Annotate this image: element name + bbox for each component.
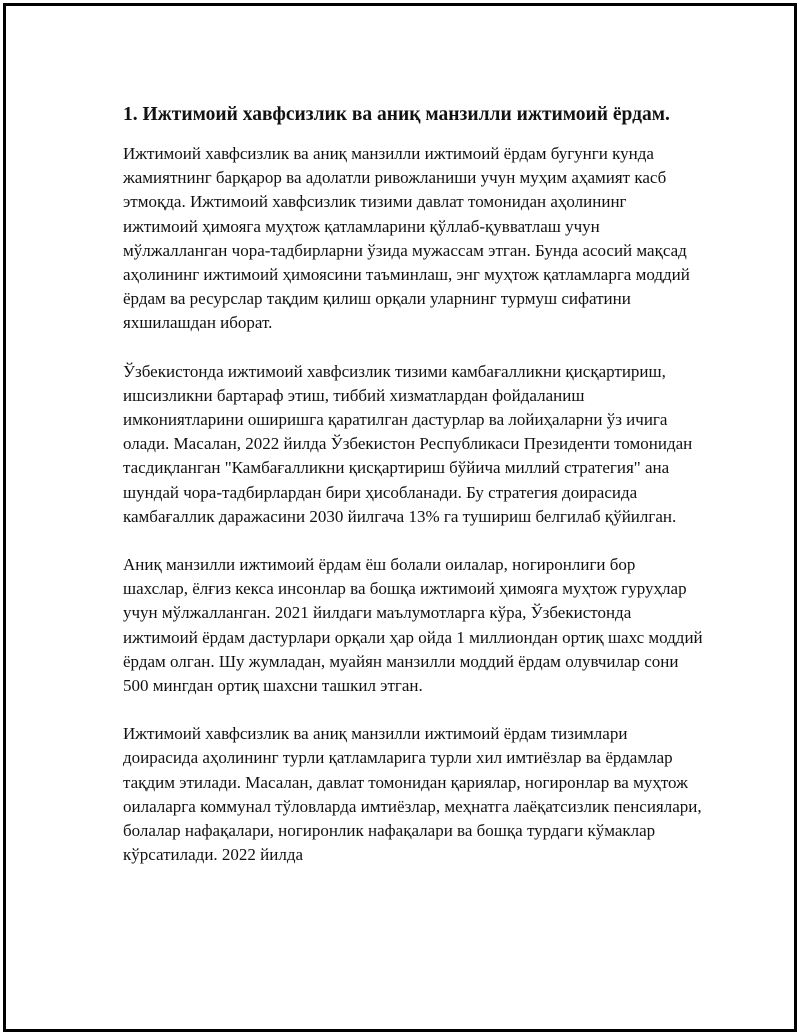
paragraph-2: Ўзбекистонда ижтимоий хавфсизлик тизими камбағалликни қисқартириш, ишсизликни бартараф этиш, тиббий хизматлардан фойдаланиш имкониятларини оширишга қаратилган дастурлар ва лойиҳаларни ўз ичига олади. Масалан, 2022 йилда Ўзбекистон Республикаси Президенти томонидан тасдиқланган "Камбағалликни қисқартириш бўйича миллий стратегия" ана шундай чора-тадбирлардан бири ҳисобланади. Бу стратегия доирасида камбағаллик даражасини 2030 йилгача 13% га тушириш белгилаб қўйилган.: [123, 361, 693, 526]
paragraph-3: Аниқ манзилли ижтимоий ёрдам ёш болали оилалар, ногиронлиги бор шахслар, ёлғиз кекса инсонлар ва бошқа ижтимоий ҳимояга муҳтож гуруҳлар учун мўлжалланган. 2021 йилдаги маълумотларга кўра, Ўзбекистонда ижтимоий ёрдам дастурлари орқали ҳар ойда 1 миллиондан ортиқ шахс моддий ёрдам олган. Шу жумладан, муайян манзилли моддий ёрдам олувчилар сони 500 мингдан ортиқ шахсни ташкил этган.: [123, 555, 703, 696]
page-frame: [3, 3, 797, 1032]
paragraph-4: Ижтимоий хавфсизлик ва аниқ манзилли ижтимоий ёрдам тизимлари доирасида аҳолининг турли қатламларига турли хил имтиёзлар ва ёрдамлар тақдим этилади. Масалан, давлат томонидан қариялар, ногиронлар ва муҳтож оилаларга коммунал тўловларда имтиёзлар, меҳнатга лаёқатсизлик пенсиялари, болалар нафақалари, ногиронлик нафақалари ва бошқа турдаги кўмаклар кўрсатилади. 2022 йилда: [123, 724, 702, 865]
document-body: [123, 102, 703, 891]
section-heading: 1. Ижтимоий хавфсизлик ва аниқ манзилли ижтимоий ёрдам.: [123, 104, 670, 125]
paragraph-1: Ижтимоий хавфсизлик ва аниқ манзилли ижтимоий ёрдам бугунги кунда жамиятнинг барқарор ва адолатли ривожланиши учун муҳим аҳамият касб этмоқда. Ижтимоий хавфсизлик тизими давлат томонидан аҳолининг ижтимоий ҳимояга муҳтож қатламларини қўллаб-қувватлаш учун мўлжалланган чора-тадбирларни ўзида мужассам этган. Бунда асосий мақсад аҳолининг ижтимоий ҳимоясини таъминлаш, энг муҳтож қатламларга моддий ёрдам ва ресурслар тақдим қилиш орқали уларнинг турмуш сифатини яхшилашдан иборат.: [123, 144, 690, 333]
